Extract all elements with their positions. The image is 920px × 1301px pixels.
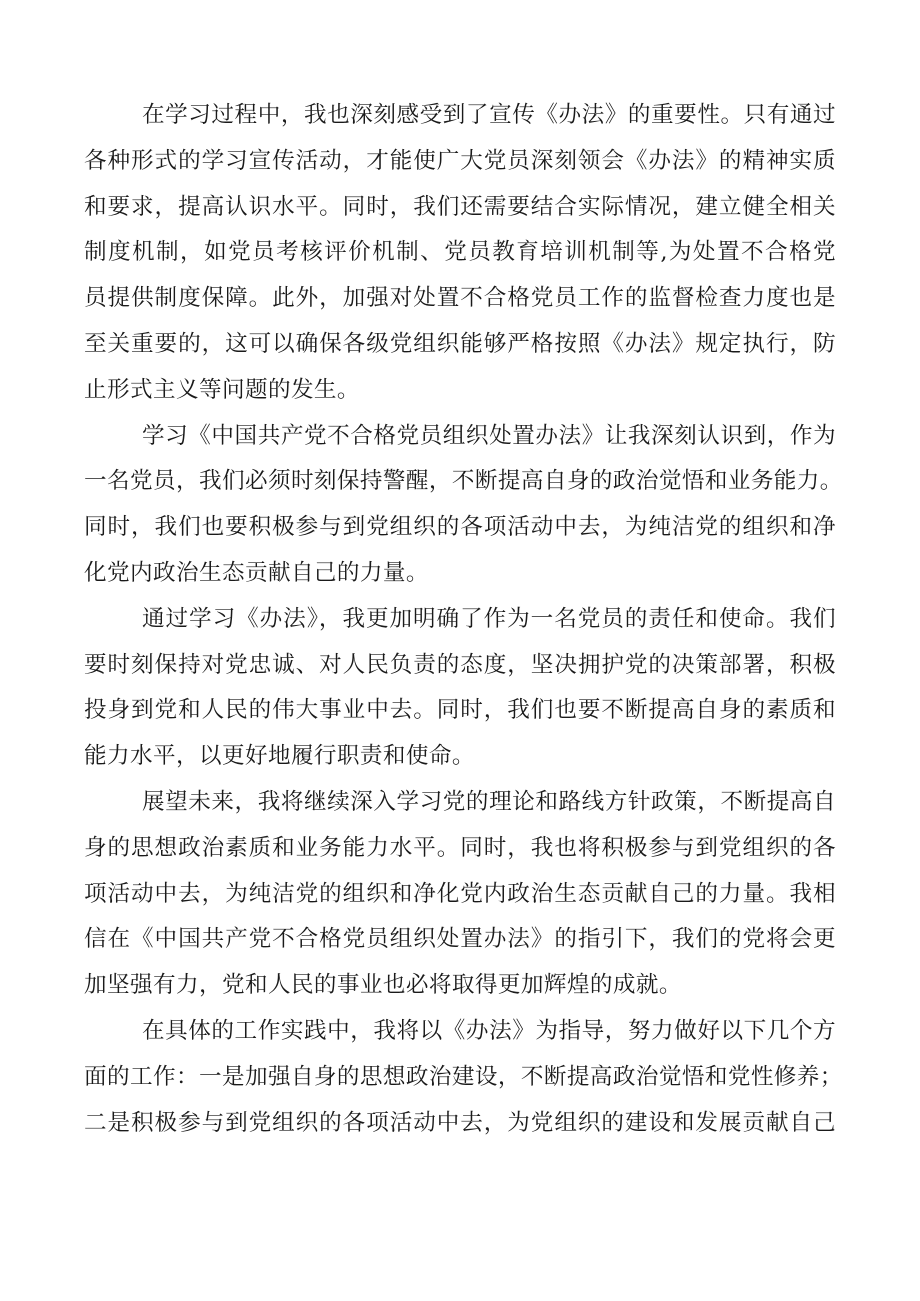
paragraph-1 [84,93,836,414]
paragraph-line: 项活动中去，为纯洁党的组织和净化党内政治生态贡献自己的力量。我相 [84,880,836,907]
paragraph-line: 面的工作：一是加强自身的思想政治建设，不断提高政治觉悟和党性修养； [84,1063,843,1090]
paragraph-line: 同时，我们也要积极参与到党组织的各项活动中去，为纯洁党的组织和净 [84,514,836,541]
document-body [84,93,843,1146]
paragraph-line: 制度机制，如党员考核评价机制、党员教育培训机制等,为处置不合格党 [84,239,836,266]
paragraph-line: 一名党员，我们必须时刻保持警醒，不断提高自身的政治觉悟和业务能力。 [84,468,843,495]
paragraph-line: 止形式主义等问题的发生。 [84,376,360,403]
paragraph-line: 化党内政治生态贡献自己的力量。 [84,559,429,586]
paragraph-line: 身的思想政治素质和业务能力水平。同时，我也将积极参与到党组织的各 [84,834,836,861]
paragraph-line: 要时刻保持对党忠诚、对人民负责的态度，坚决拥护党的决策部署，积极 [84,651,836,678]
paragraph-line: 和要求，提高认识水平。同时，我们还需要结合实际情况，建立健全相关 [84,193,836,220]
paragraph-line: 在学习过程中，我也深刻感受到了宣传《办法》的重要性。只有通过 [142,102,836,128]
paragraph-2 [84,414,843,597]
paragraph-line: 学习《中国共产党不合格党员组织处置办法》让我深刻认识到，作为 [142,422,836,449]
paragraph-line: 二是积极参与到党组织的各项活动中去，为党组织的建设和发展贡献自己 [84,1109,836,1136]
paragraph-line: 投身到党和人民的伟大事业中去。同时，我们也要不断提高自身的素质和 [84,697,836,724]
paragraph-line: 展望未来，我将继续深入学习党的理论和路线方针政策，不断提高自 [142,788,836,815]
paragraph-line: 信在《中国共产党不合格党员组织处置办法》的指引下，我们的党将会更 [84,926,836,953]
paragraph-line: 至关重要的，这可以确保各级党组织能够严格按照《办法》规定执行，防 [84,330,836,357]
paragraph-3 [84,597,836,780]
paragraph-line: 加坚强有力，党和人民的事业也必将取得更加辉煌的成就。 [84,972,682,999]
paragraph-line: 各种形式的学习宣传活动，才能使广大党员深刻领会《办法》的精神实质 [84,147,836,174]
paragraph-5 [84,1009,843,1146]
paragraph-line: 通过学习《办法》，我更加明确了作为一名党员的责任和使命。我们 [142,605,836,632]
paragraph-4 [84,780,836,1009]
paragraph-line: 员提供制度保障。此外，加强对处置不合格党员工作的监督检查力度也是 [84,285,836,312]
paragraph-line: 能力水平，以更好地履行职责和使命。 [84,743,475,770]
paragraph-line: 在具体的工作实践中，我将以《办法》为指导，努力做好以下几个方 [142,1017,836,1044]
